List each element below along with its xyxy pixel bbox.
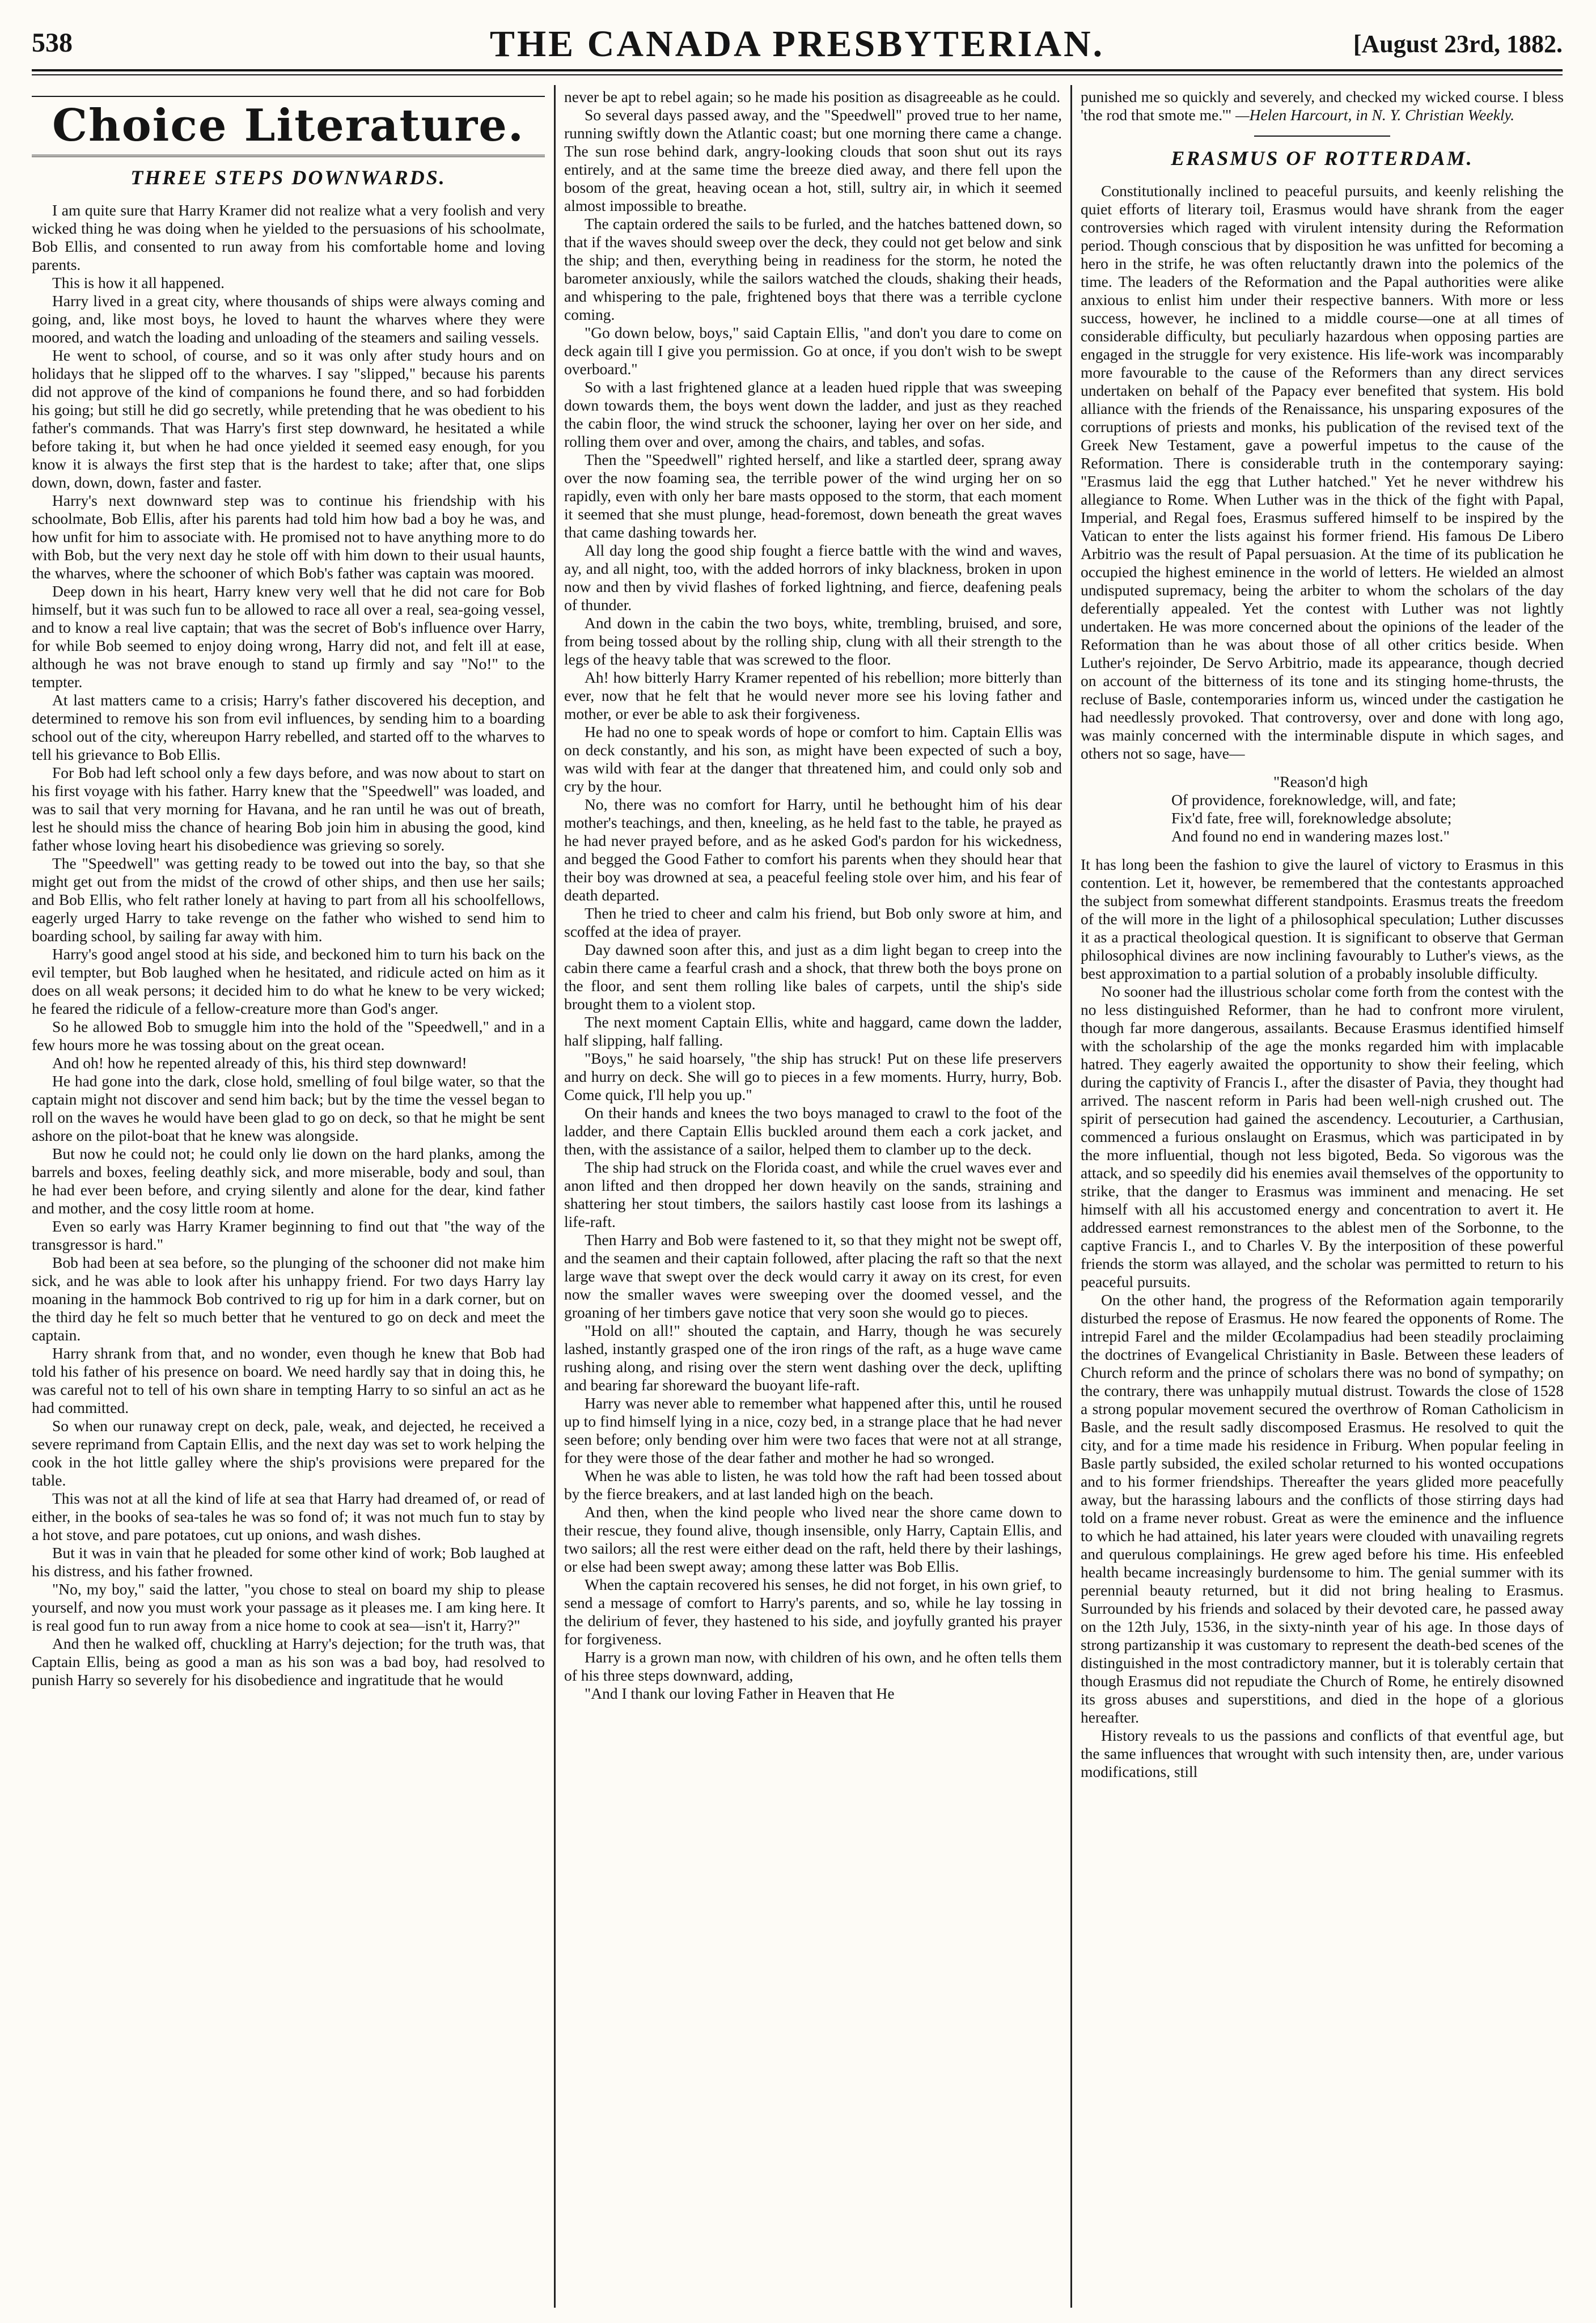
essay-paragraph: Constitutionally inclined to peaceful pursuits, and keenly relishing the quiet efforts of literary toil, Erasmus would have shrank from the eager controversies which raged with virulent intensity during the Reformation period. Though conscious that by disposition he was unfitted for becoming a hero in the strife, he was often reluctantly drawn into the polemics of the time. The leaders of the Reformation and the Papal authorities were alike anxious to enlist him under their respective banners. With more or less success, however, he inclined to a middle course—one at all times of considerable difficulty, but peculiarly hazardous when opposing parties are engaged in the struggle for very existence. His life-work was incomparably more favourable to the cause of the Reformers than any direct services undertaken on behalf of the Papacy ever benefited that system. His bold alliance with the friends of the Renaissance, his unsparing exposures of the corruptions of priests and monks, his publication of the revised text of the Greek New Testament, gave a powerful impetus to the cause of the Reformation. There is considerable truth in the contemporary saying: "Erasmus laid the egg that Luther hatched." Yet he never withdrew his allegiance to Rome. When Luther was in the thick of the fight with Papal, Imperial, and Regal foes, Erasmus suffered himself to be inspired by the Vatican to enter the lists against his former friend. His famous De Libero Arbitrio was the result of Papal persuasion. At the time of its publication he occupied the highest eminence in the world of letters. He wielded an almost undisputed supremacy, being the arbiter to whom the scholars of the day deferentially appealed. Yet the contest with Luther was not lightly undertaken. He was more concerned about the opinions of the leader of the Reformation than he was about those of all other critics beside. When Luther's rejoinder, De Servo Arbitrio, made its appearance, though decried on account of the bitterness of its tone and its stinging home-thrusts, the recluse of Basle, contemporaries inform us, winced under the castigation he had needlessly provoked. That controversy, over and done with long ago, was mainly concerned with the interminable dispute in which sages, and others not so sage, have— [1081,182,1564,762]
story-paragraph: Harry is a grown man now, with children of his own, and he often tells them of his three steps downward, adding, [564,1648,1062,1684]
story-paragraph: Then Harry and Bob were fastened to it, so that they might not be swept off, and the seamen and their captain followed, after placing the raft so that the next large wave that swept over the deck would carry it away on its crest, for even now the smaller waves were sweeping over the doomed vessel, and the groaning of her timbers gave notice that very soon she would go to pieces. [564,1231,1062,1321]
verse-line: "Reason'd high [1273,773,1368,790]
column-3 [1081,88,1564,2311]
story-paragraph: He had no one to speak words of hope or comfort to him. Captain Ellis was on deck constantly, and his son, as might have been expected of such a boy, was wild with fear at the danger that threatened him, and could only sob and cry by the hour. [564,723,1062,795]
story-paragraph: And oh! how he repented already of this, his third step downward! [52,1054,467,1072]
story-paragraph: The captain ordered the sails to be furled, and the hatches battened down, so that if the waves should sweep over the deck, they could not get below and sink the ship; and then, everything being in readiness for the storm, he noted the barometer anxiously, while the sailors watched the clouds, shaking their heads, and whispering to the pale, frightened boys that there was a terrible cyclone coming. [564,215,1062,323]
story-paragraph: And then he walked off, chuckling at Harry's dejection; for the truth was, that Captain Ellis, being as good a man as his son was a bad boy, had resolved to punish Harry so severely for his disobedience and ingratitude that he would [32,1635,545,1689]
story-closing-paragraph [1081,88,1564,124]
story-paragraph: Harry's next downward step was to continue his friendship with his schoolmate, Bob Ellis, after his parents had told him how bad a boy he was, and how unfit for him to associate with. He promised not to have anything more to do with Bob, but the very next day he stole off with him down to their usual haunts, the wharves, where the schooner of which Bob's father was captain was moored. [32,492,545,582]
essay-paragraph: No sooner had the illustrious scholar come forth from the contest with the no less distinguished Reformer, than he had to confront more virulent, though far more dangerous, assailants. Because Erasmus identified himself with the scholarship of the age the monks regarded him with implacable hatred. They eagerly awaited the opportunity to show their feeling, which during the captivity of Francis I., after the disaster of Pavia, they thought had arrived. The nascent reform in Paris had been well-nigh crushed out. The spirit of persecution had gained the ascendency. Lecouturier, a Carthusian, commenced a furious onslaught on Erasmus, which was participated in by the more influential, though not less bigoted, Beda. So vigorous was the attack, and so speedily did his enemies avail themselves of the opportunity to strike, that the danger to Erasmus was imminent and menacing. He set himself with all his accustomed energy and concentration to avert it. He addressed earnest remonstrances to the ablest men of the Sorbonne, to the captive Francis I., and to Charles V. By the interposition of these powerful friends the storm was allayed, and the scholar was permitted to return to his peaceful pursuits. [1081,983,1564,1290]
column-rule-2 [1070,85,1072,2308]
story-paragraph: All day long the good ship fought a fierce battle with the wind and waves, ay, and all night, too, with the added horrors of inky blackness, broken in upon now and then by vivid flashes of forked lightning, and fierce, deafening peals of thunder. [564,541,1062,613]
story-paragraph: Harry was never able to remember what happened after this, until he roused up to find himself lying in a nice, cozy bed, in a strange place that he had never seen before; only bending over him were two faces that were not at all strange, for they were those of the dear father and mother he had so wronged. [564,1394,1062,1466]
story-paragraph: This is how it all happened. [52,274,225,291]
story-paragraph: At last matters came to a crisis; Harry's father discovered his deception, and determined to remove his son from evil influences, by sending him to a boarding school out of the city, whereupon Harry rebelled, and started off to the wharves to tell his grievance to Bob Ellis. [32,691,545,763]
verse-quotation [1171,773,1564,845]
masthead-rule [32,69,1563,71]
story-paragraph: So when our runaway crept on deck, pale, weak, and dejected, he received a severe reprimand from Captain Ellis, and the next day was set to work helping the cook in the hot little galley where the ship's provisions were prepared for the table. [32,1417,545,1489]
story-paragraph: No, there was no comfort for Harry, until he bethought him of his dear mother's teachings, and then, kneeling, as he held fast to the table, he prayed as he had never prayed before, and as he asked God's pardon for his wickedness, and begged the Good Father to comfort his parents when they should hear that their boy was drowned at sea, a peaceful feeling stole over him, and his fear of death departed. [564,796,1062,904]
story-paragraph: He went to school, of course, and so it was only after study hours and on holidays that he slipped off to the wharves. I say "slipped," because his parents did not approve of the kind of companions he found there, and so had forbidden his going; but still he did go secretly, while pretending that he was obedient to his father's commands. That was Harry's first step downward, he hesitated a while before taking it, but when he had once yielded it seemed easy enough, for you know it is always the first step that is the hardest to take; after that, one slips down, down, down, faster and faster. [32,346,545,491]
story-paragraph: On their hands and knees the two boys managed to crawl to the foot of the ladder, and there Captain Ellis buckled around them each a cork jacket, and then, with the assistance of a sailor, helped them to clamber up to the deck. [564,1104,1062,1158]
story-paragraph: So several days passed away, and the "Speedwell" proved true to her name, running swiftly down the Atlantic coast; but one morning there came a change. The sun rose behind dark, angry-looking clouds that soon shut out its rays entirely, and at the same time the breeze died away, and there fell upon the bosom of the great, heaving ocean a hot, still, sultry air, in which it seemed almost impossible to breathe. [564,106,1062,214]
story-paragraph: Ah! how bitterly Harry Kramer repented of his rebellion; more bitterly than ever, now that he felt that he would never more see his loving father and mother, or ever be able to ask their forgiveness. [564,668,1062,722]
story-paragraph: For Bob had left school only a few days before, and was now about to start on his first voyage with his father. Harry knew that the "Speedwell" was loaded, and was to sail that very morning for Havana, and he ran until he was out of breath, lest he should miss the chance of hearing Bob join him in abusing the good, kind father whose loving heart his disobedience was grieving so sorely. [32,764,545,854]
story-paragraph: Deep down in his heart, Harry knew very well that he did not care for Bob himself, but it was such fun to be allowed to race all over a real, sea-going vessel, and to know a real live captain; that was the secret of Bob's influence over Harry, for while Bob seemed to enjoy doing wrong, Harry did not, and felt ill at ease, although he was not brave enough to stand up firmly and say "No!" to the tempter. [32,582,545,691]
story-paragraph: I am quite sure that Harry Kramer did not realize what a very foolish and very wicked thing he was doing when he yielded to the persuasions of his schoolmate, Bob Ellis, and consented to run away from his comfortable home and loving parents. [32,201,545,273]
masthead [32,23,1563,65]
article-separator [1254,136,1390,137]
story-paragraph: But now he could not; he could only lie down on the hard planks, among the barrels and boxes, feeling deathly sick, and more miserable, body and soul, than he had ever been before, and crying silently and alone for the dear, kind father and mother, and the cosy little room at home. [32,1145,545,1217]
page-number: 538 [32,28,73,58]
story-paragraph: Harry lived in a great city, where thousands of ships were always coming and going, and, like most boys, he loved to haunt the wharves where they were moored, and watch the loading and unloading of the steamers and sailing vessels. [32,292,545,346]
essay-title: ERASMUS OF ROTTERDAM. [1171,147,1474,170]
newspaper-title: THE CANADA PRESBYTERIAN. [489,23,1105,65]
story-paragraph: never be apt to rebel again; so he made his position as disagreeable as he could. [564,88,1061,105]
story-paragraph: And then, when the kind people who lived near the shore came down to their rescue, they found alive, though insensible, only Harry, Captain Ellis, and two sailors; all the rest were either dead on the raft, held there by their lashings, or else had been swept away; among these latter was Bob Ellis. [564,1503,1062,1575]
story-paragraph: "Go down below, boys," said Captain Ellis, "and don't you dare to come on deck again till I give you permission. Go at once, if you don't wish to be swept overboard." [564,324,1062,378]
story-paragraph: Day dawned soon after this, and just as a dim light began to creep into the cabin there came a fearful crash and a shock, that threw both the boys prone on the floor, and sent them rolling like bales of carpets, until the ship's side brought them to a violent stop. [564,941,1062,1013]
essay-paragraph: It has long been the fashion to give the laurel of victory to Erasmus in this contention. Let it, however, be remembered that the contestants approached the subject from somewhat different standpoints. Erasmus treats the freedom of the will more in the light of a philosophical speculation; Luther discusses it as a practical theological question. It is significant to observe that German philosophical divines are now inclining favourably to Luther's views, as the best approximation to a partial solution of a probably insoluble difficulty. [1081,856,1564,982]
essay-paragraph: History reveals to us the passions and conflicts of that eventful age, but the same influences that wrought with such intensity then, are, under various modifications, still [1081,1727,1564,1780]
masthead-rule-thin [32,74,1563,75]
story-paragraph: The "Speedwell" was getting ready to be towed out into the bay, so that she might get out from the midst of the crowd of other ships, and then use her sails; and Bob Ellis, who felt rather lonely at having to part from all his schoolfellows, eagerly urged Harry to take revenge on the father who wished to send him to boarding school, by sailing far away with him. [32,854,545,945]
story-paragraph: And down in the cabin the two boys, white, trembling, bruised, and sore, from being tossed about by the rolling ship, clung with all their strength to the legs of the heavy table that was screwed to the floor. [564,614,1062,668]
column-2 [564,88,1062,2311]
story-paragraph: So he allowed Bob to smuggle him into the hold of the "Speedwell," and in a few hours more he was tossing about on the great ocean. [32,1018,545,1053]
story-paragraph: "Boys," he said hoarsely, "the ship has struck! Put on these life preservers and hurry on deck. She will go to pieces in a few moments. Hurry, hurry, Bob. Come quick, I'll help you up." [564,1050,1062,1103]
story-paragraph: So with a last frightened glance at a leaden hued ripple that was sweeping down towards them, the boys went down the ladder, and just as they reached the cabin floor, the wind struck the schooner, laying her over on her side, and rolling them over and over, among the chairs, and tables, and sofas. [564,378,1062,450]
section-title: Choice Literature. [32,96,545,157]
issue-date: [August 23rd, 1882. [1353,30,1563,58]
story-paragraph: When he was able to listen, he was told how the raft had been tossed about by the fierce breakers, and at last landed high on the beach. [564,1467,1062,1503]
story-paragraph: The ship had struck on the Florida coast, and while the cruel waves ever and anon lifted and then dropped her down heavily on the sands, straining and shattering her stout timbers, the sailors hastily cast loose from its lashings a life-raft. [564,1158,1062,1230]
story-paragraph: Harry's good angel stood at his side, and beckoned him to turn his back on the evil tempter, but Bob laughed when he hesitated, and ridicule acted on him as it does on all weak persons; it decided him to do what he knew to be very wicked; he feared the ridicule of a fellow-creature more than God's anger. [32,945,545,1017]
column-rule-1 [554,85,556,2308]
story-paragraph: He had gone into the dark, close hold, smelling of foul bilge water, so that the captain might not discover and send him back; but by the time the vessel began to roll on the waves he would have been glad to go on deck, so that he might be sent ashore on the pilot-boat that he knew was alongside. [32,1072,545,1144]
story-paragraph: This was not at all the kind of life at sea that Harry had dreamed of, or read of either, in the books of sea-tales he was so fond of; it was not much fun to stay by a hot stove, and pare potatoes, cut up onions, and wash dishes. [32,1490,545,1543]
story-title: THREE STEPS DOWNWARDS. [130,166,446,189]
story-attribution: —Helen Harcourt, in N. Y. Christian Weekly. [1235,106,1515,124]
story-paragraph: The next moment Captain Ellis, white and haggard, came down the ladder, half slipping, half falling. [564,1013,1062,1049]
story-paragraph: Even so early was Harry Kramer beginning to find out that "the way of the transgressor is hard." [32,1217,545,1253]
story-paragraph: Bob had been at sea before, so the plunging of the schooner did not make him sick, and he was able to look after his unhappy friend. For two days Harry lay moaning in the hammock Bob contrived to rig up for him in a dark corner, but on the third day he felt so much better that he ventured to go on deck and meet the captain. [32,1254,545,1344]
story-paragraph: Then he tried to cheer and calm his friend, but Bob only swore at him, and scoffed at the idea of prayer. [564,904,1062,940]
story-paragraph: "Hold on all!" shouted the captain, and Harry, though he was securely lashed, instantly grasped one of the iron rings of the raft, as a huge wave came rushing along, and rising over the stern went dashing over the deck, uplifting and bearing far shoreward the buoyant life-raft. [564,1322,1062,1394]
story-paragraph: Harry shrank from that, and no wonder, even though he knew that Bob had told his father of his presence on board. We need hardly say that in doing this, he was careful not to tell of his own share in tempting Harry to so sinful an act as he had committed. [32,1344,545,1416]
verse-line: Fix'd fate, free will, foreknowledge absolute; [1171,809,1452,827]
story-paragraph: "And I thank our loving Father in Heaven that He [585,1685,895,1702]
story-paragraph: Then the "Speedwell" righted herself, and like a startled deer, sprang away over the now foaming sea, the terrible power of the wind urging her on so rapidly, even with only her bare masts opposed to the storm, that each moment it seemed that she must plunge, head-foremost, down beneath the great waves that came dashing towards her. [564,451,1062,541]
column-1 [32,88,545,2311]
story-paragraph: But it was in vain that he pleaded for some other kind of work; Bob laughed at his distress, and his father frowned. [32,1544,545,1580]
essay-paragraph: On the other hand, the progress of the Reformation again temporarily disturbed the repose of Erasmus. He now feared the opponents of Rome. The intrepid Farel and the milder Œcolampadius had been steadily proclaiming the doctrines of Evangelical Christianity in Basle. Between these leaders of Church reform and the prince of scholars there was no bond of sympathy; on the contrary, there was unhappily mutual distrust. Towards the close of 1528 a strong popular movement secured the overthrow of Roman Catholicism in Basle, and the result sadly discomposed Erasmus. He resolved to quit the city, and for a time made his residence in Friburg. When popular feeling in Basle partly subsided, the exiled scholar returned to his wonted occupations and to his former friendships. Thereafter the years glided more peacefully away, but the harassing labours and the conflicts of those stirring days had told on a frame never robust. Great as were the eminence and the influence to which he had attained, his later years were clouded with unavailing regrets and querulous complainings. He grew aged before his time. His enfeebled health became increasingly burdensome to him. The genial summer with its perennial beauty returned, but it did not bring healing to Erasmus. Surrounded by his friends and solaced by their devoted care, he passed away on the 12th July, 1536, in the sixty-ninth year of his age. In those days of strong partizanship it was customary to represent the death-bed scenes of the distinguished in the most contradictory manner, but it is tolerably certain that though Erasmus did not repudiate the Church of Rome, he entirely disowned its gross abuses and superstitions, and died in the hope of a glorious hereafter. [1081,1291,1564,1726]
verse-line: Of providence, foreknowledge, will, and fate; [1171,791,1457,809]
story-closing-text: punished me so quickly and severely, and checked my wicked course. I bless 'the rod that smote me.'" [1081,88,1564,124]
verse-line: And found no end in wandering mazes lost." [1171,827,1450,845]
story-paragraph: When the captain recovered his senses, he did not forget, in his own grief, to send a message of comfort to Harry's parents, and so, while he lay tossing in the delirium of fever, they hastened to his side, and joyfully granted his prayer for forgiveness. [564,1576,1062,1648]
story-paragraph: "No, my boy," said the latter, "you chose to steal on board my ship to please yourself, and now you must work your passage as it pleases me. I am king here. It is real good fun to run away from a nice home to cook at sea—isn't it, Harry?" [32,1580,545,1634]
